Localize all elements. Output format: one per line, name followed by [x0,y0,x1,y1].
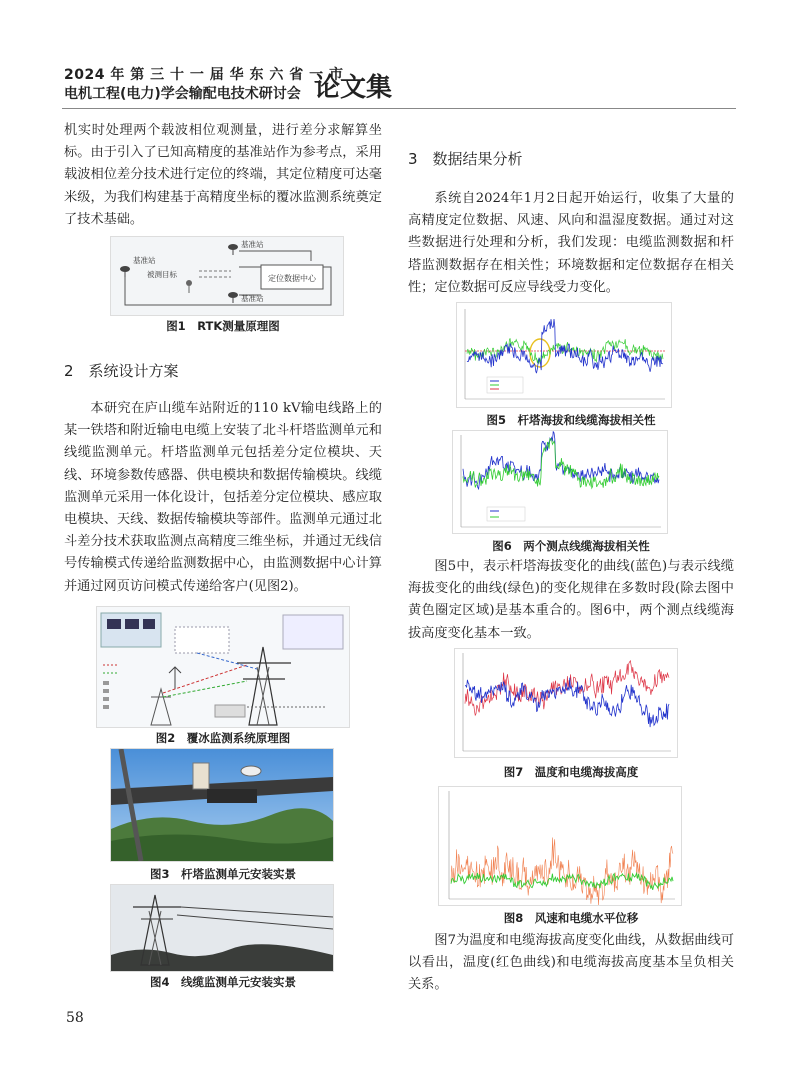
figure-7-paragraph: 图7为温度和电缆海拔高度变化曲线，从数据曲线可以看出，温度(红色曲线)和电缆海拔高度基本呈负相关关系。 [408,933,734,993]
label-base-bottom: 基准站 [241,294,264,303]
section-2-paragraph: 本研究在庐山缆车站附近的110 kV输电线路上的某一铁塔和附近输电电缆上安装了北斗杆塔监测单元和线缆监测单元。杆塔监测单元包括差分定位模块、天线、环境参数传感器、供电模块和数据传输模块。线缆监测单元采用一体化设计，包括差分定位模块、感应取电模块、天线、数据传输模块等部件。监测单元通过北斗差分技术获取监测点高精度三维坐标，并通过无线信号传输模式传递给监测数据中心，由监测数据中心计算并通过网页访问模式传递给客户(见图2)。 [64,401,382,594]
label-center: 定位数据中心 [268,274,316,283]
header-rule [62,108,736,109]
header-collection-title: 论文集 [314,73,393,103]
figure-7-caption: 图7 温度和电缆海拔高度 [503,765,639,779]
legend-box [487,507,525,521]
figure-8-caption: 图8 风速和电缆水平位移 [503,911,639,925]
figure-8-chart [438,786,682,906]
section-3-title: 3 数据结果分析 [408,150,523,168]
figure-4-photo-cable-unit [110,884,334,972]
header-line2: 电机工程(电力)学会输配电技术研讨会 [64,86,301,102]
figure-7-chart [454,648,678,758]
label-base-top: 基准站 [241,240,264,249]
label-target: 被测目标 [147,270,177,279]
section-2-title: 2 系统设计方案 [64,362,179,380]
figure-2-system-diagram [96,606,350,728]
page-number: 58 [66,1010,84,1026]
label-base-left: 基准站 [133,256,156,265]
intro-paragraph: 机实时处理两个载波相位观测量，进行差分求解算坐标。由于引入了已知高精度的基准站作为参考点，采用载波相位差分技术进行定位的终端，其定位精度可达毫米级，为我们构建基于高精度坐标的覆冰监测系统奠定了技术基础。 [64,123,382,227]
figure-5-chart [456,302,672,408]
figure-5-caption: 图5 杆塔海拔和线缆海拔相关性 [486,413,656,427]
section-3-paragraph: 系统自2024年1月2日起开始运行，收集了大量的高精度定位数据、风速、风向和温湿度数据。通过对这些数据进行处理和分析，我们发现：电缆监测数据和杆塔监测数据存在相关性；环境数据和定位数据存在相关性；定位数据可反应导线受力变化。 [408,191,734,295]
figure-6-chart [452,430,668,534]
figure-3-caption: 图3 杆塔监测单元安装实景 [149,867,296,881]
figure-6-caption: 图6 两个测点线缆海拔相关性 [492,539,650,553]
figure-4-caption: 图4 线缆监测单元安装实景 [149,975,296,989]
figure-1-caption: 图1 RTK测量原理图 [166,319,280,333]
header-line1: 2024 年 第 三 十 一 届 华 东 六 省 一 市 [64,67,344,83]
figure-1-rtk-diagram [110,236,344,316]
figure-5-6-paragraph: 图5中，表示杆塔海拔变化的曲线(蓝色)与表示线缆海拔变化的曲线(绿色)的变化规律在多数时段(除去图中黄色圈定区域)是基本重合的。图6中，两个测点线缆海拔高度变化基本一致。 [408,559,734,641]
figure-3-photo-tower-unit [110,748,334,862]
figure-2-caption: 图2 覆冰监测系统原理图 [155,731,291,745]
